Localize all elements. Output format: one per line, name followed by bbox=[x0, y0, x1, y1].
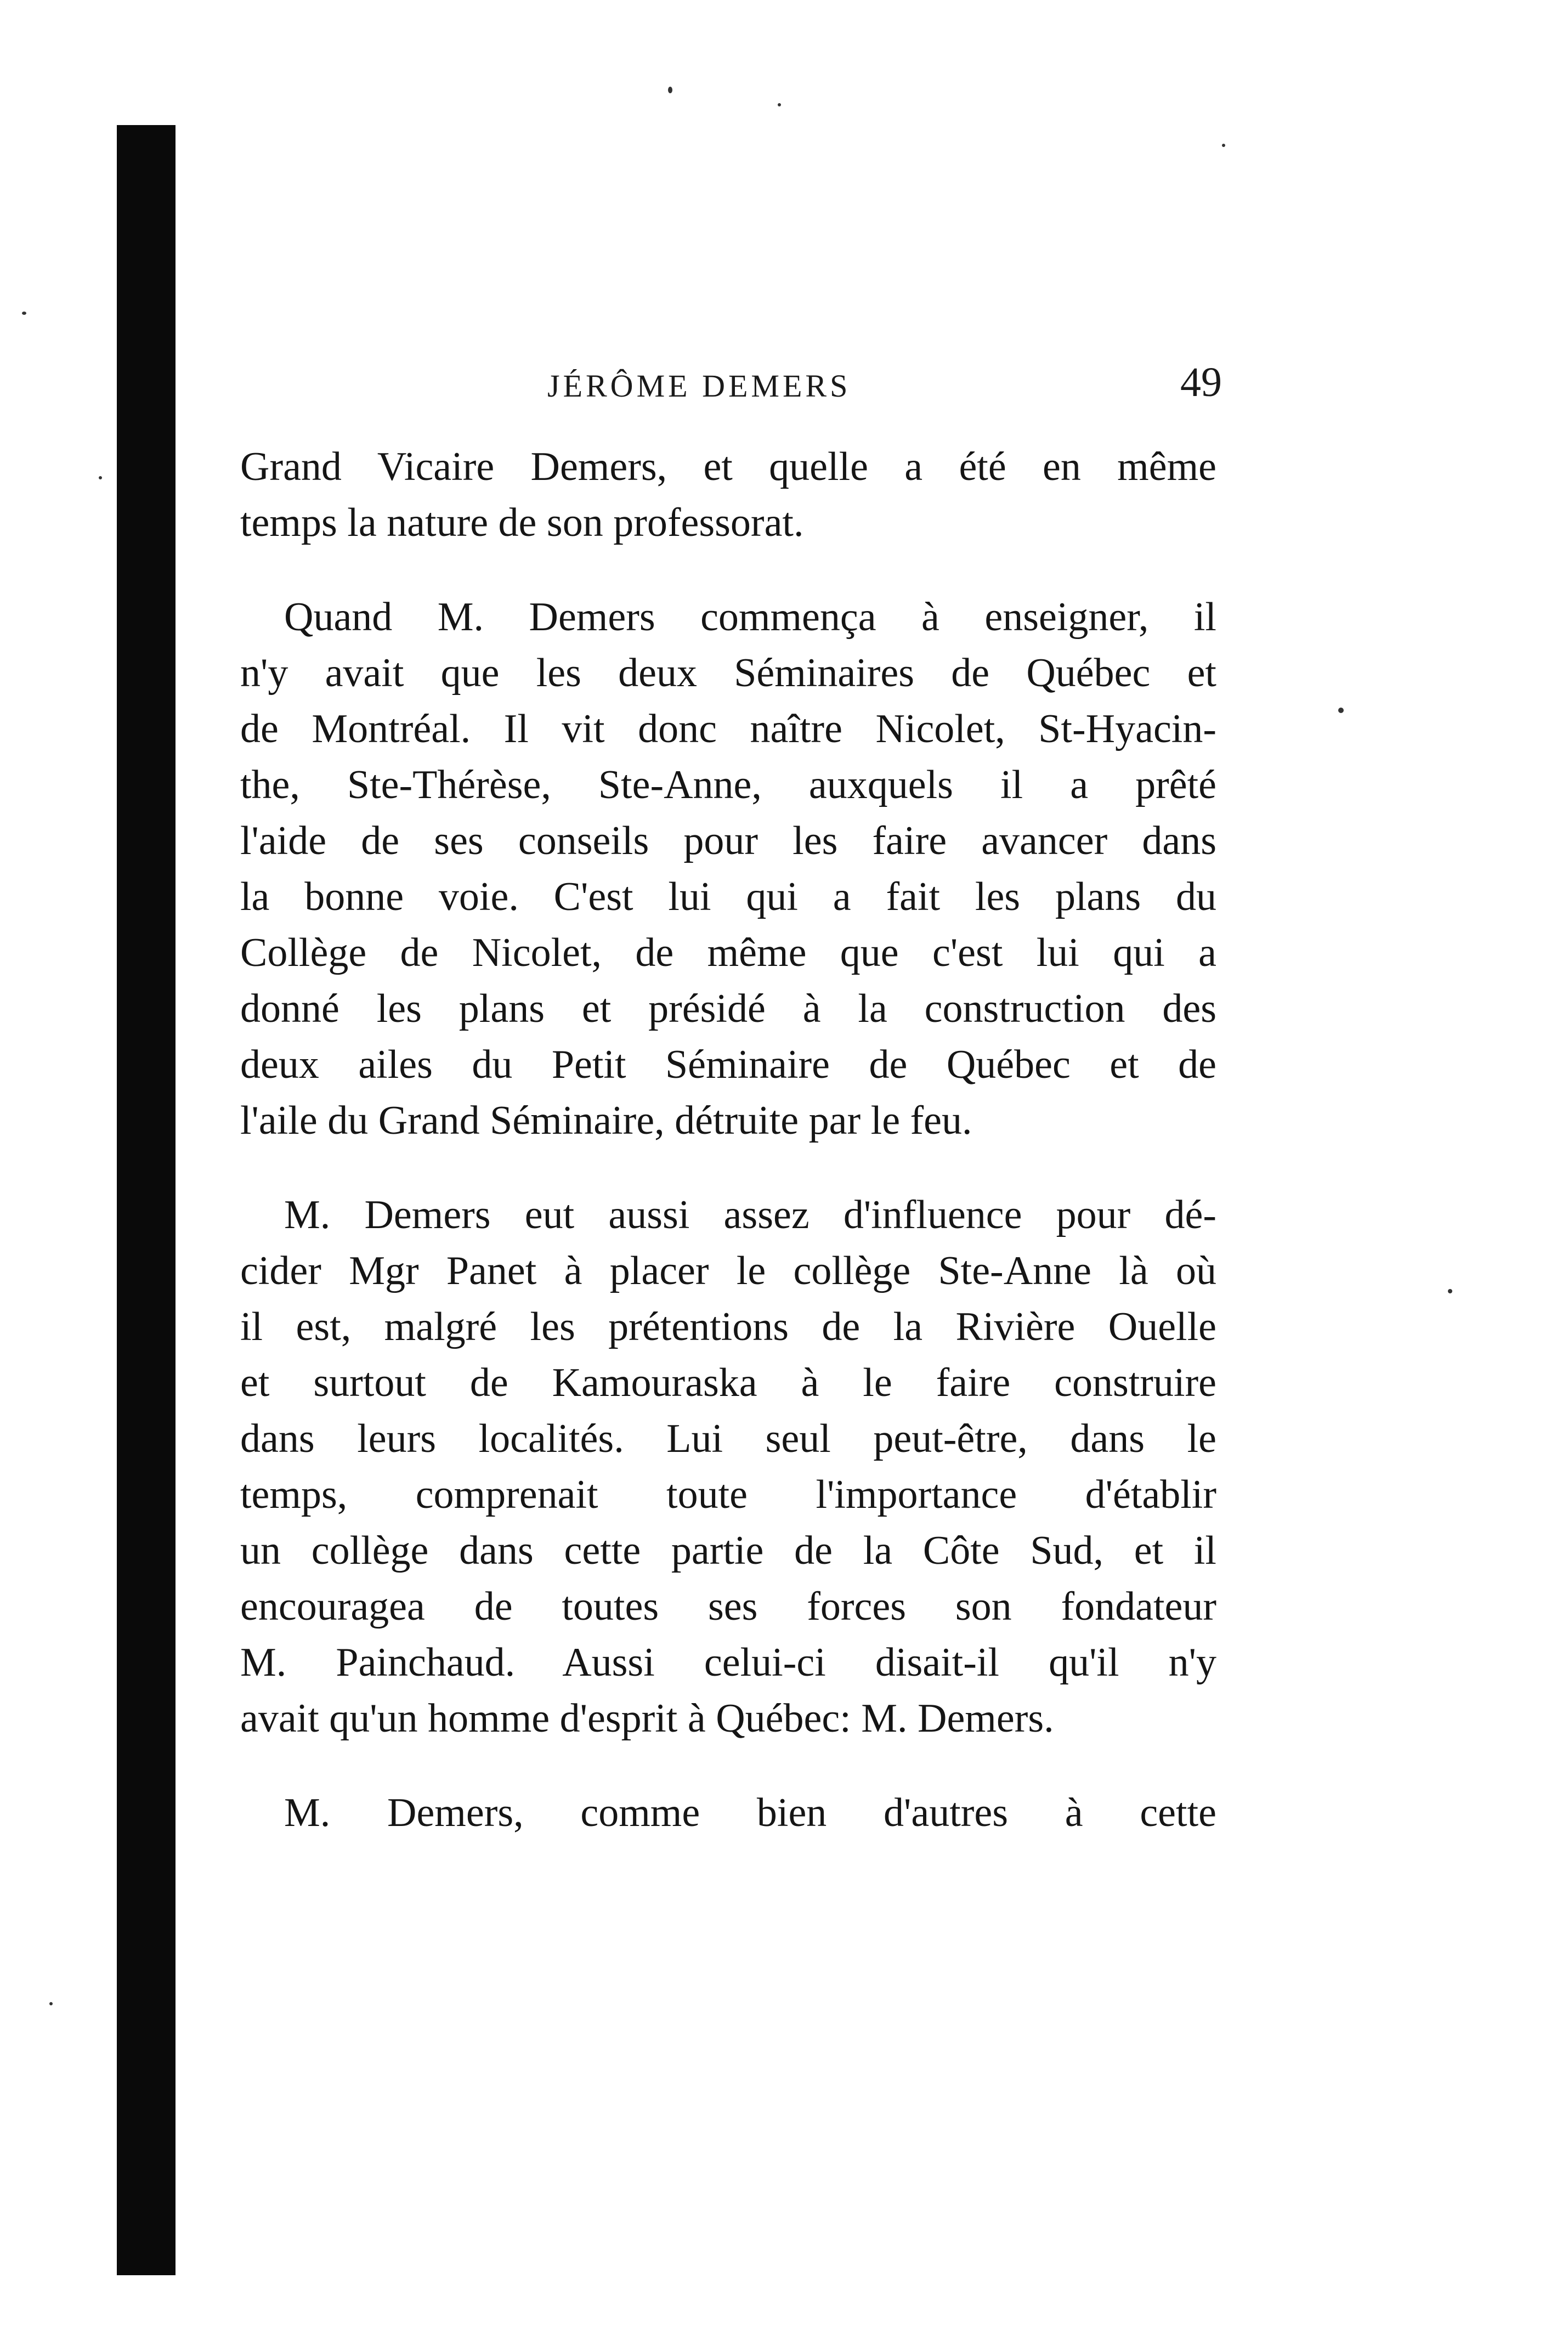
text-line: de Montréal. Il vit donc naître Nicolet, St-Hyacin- bbox=[240, 706, 1216, 751]
text-line: cider Mgr Panet à placer le collège Ste-Anne là où bbox=[240, 1248, 1216, 1293]
scan-speck bbox=[778, 103, 781, 106]
text-line: M. Painchaud. Aussi celui-ci disait-il qu'il n'y bbox=[240, 1640, 1216, 1685]
text-line: encouragea de toutes ses forces son fondateur bbox=[240, 1584, 1216, 1629]
scan-speck bbox=[49, 2002, 53, 2005]
text-line: dans leurs localités. Lui seul peut-être, dans le bbox=[240, 1416, 1216, 1461]
paragraph bbox=[240, 439, 1216, 551]
text-line: l'aile du Grand Séminaire, détruite par le feu. bbox=[240, 1098, 972, 1143]
text-line: un collège dans cette partie de la Côte Sud, et il bbox=[240, 1528, 1216, 1573]
text-line: et surtout de Kamouraska à le faire construire bbox=[240, 1360, 1216, 1405]
text-line: avait qu'un homme d'esprit à Québec: M. Demers. bbox=[240, 1696, 1054, 1741]
text-line: Collège de Nicolet, de même que c'est lui qui a bbox=[240, 930, 1216, 975]
text-line: M. Demers eut aussi assez d'influence pour dé- bbox=[284, 1192, 1216, 1237]
text-line: Grand Vicaire Demers, et quelle a été en même bbox=[240, 444, 1216, 489]
text-line: donné les plans et présidé à la construction des bbox=[240, 986, 1216, 1031]
scan-speck bbox=[1222, 144, 1225, 147]
body-text bbox=[240, 439, 1216, 1841]
text-line: deux ailes du Petit Séminaire de Québec et de bbox=[240, 1042, 1216, 1087]
binding-shadow bbox=[117, 125, 176, 2275]
scan-speck bbox=[1338, 708, 1344, 713]
paragraph bbox=[240, 1785, 1216, 1841]
paragraph bbox=[240, 1187, 1216, 1746]
text-line: la bonne voie. C'est lui qui a fait les plans du bbox=[240, 874, 1216, 919]
scan-speck bbox=[22, 312, 26, 315]
text-line: temps, comprenait toute l'importance d'établir bbox=[240, 1472, 1216, 1517]
text-line: n'y avait que les deux Séminaires de Québec et bbox=[240, 651, 1216, 696]
running-title: JÉRÔME DEMERS bbox=[547, 368, 851, 404]
paragraph bbox=[240, 589, 1216, 1149]
text-line: Quand M. Demers commença à enseigner, il bbox=[284, 595, 1216, 640]
text-line: M. Demers, comme bien d'autres à cette bbox=[284, 1790, 1216, 1835]
text-line: temps la nature de son professorat. bbox=[240, 500, 804, 545]
page-header bbox=[240, 355, 1227, 421]
text-line: the, Ste-Thérèse, Ste-Anne, auxquels il a prêté bbox=[240, 762, 1216, 807]
scan-speck bbox=[1448, 1289, 1452, 1293]
scan-speck bbox=[99, 476, 102, 479]
text-line: il est, malgré les prétentions de la Rivière Ouelle bbox=[240, 1304, 1216, 1349]
text-line: l'aide de ses conseils pour les faire avancer dans bbox=[240, 818, 1216, 863]
scan-speck bbox=[668, 87, 672, 93]
page-number: 49 bbox=[1180, 359, 1222, 405]
